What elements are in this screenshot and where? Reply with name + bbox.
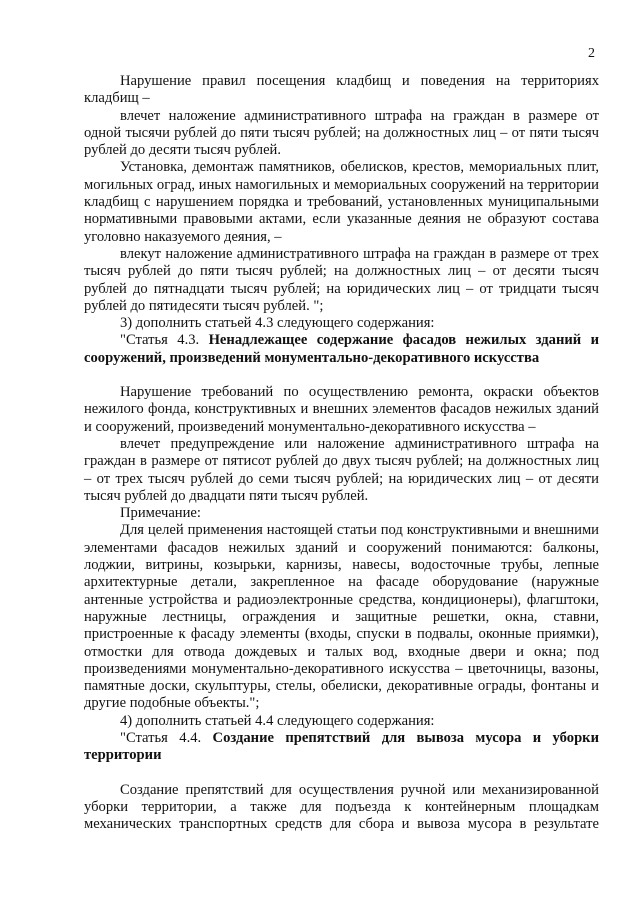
article-4-3-title: Ненадлежащее содержание фасадов нежилых зданий и сооружений, произведений монументально-декоративного искусства: [84, 332, 599, 366]
article-4-4-number: "Статья 4.4.: [120, 729, 213, 746]
blank-line: [84, 765, 599, 782]
article-4-3-number: "Статья 4.3.: [120, 332, 209, 349]
paragraph-amend-article-4-3: 3) дополнить статьей 4.3 следующего содержания:: [120, 315, 435, 332]
document-body: [84, 73, 599, 833]
paragraph-cemetery-rules-violation: Нарушение правил посещения кладбищ и поведения на территориях кладбищ –: [84, 73, 599, 107]
page-number: 2: [588, 46, 595, 61]
paragraph-cemetery-penalty: влечет наложение административного штрафа на граждан в размере от одной тысячи рублей до пяти тысяч рублей; на должностных лиц – от пяти тысяч рублей до десяти тысяч рублей.: [84, 107, 599, 159]
paragraph-waste-removal-obstruction: Создание препятствий для осуществления ручной или механизированной уборки территории, а также для подъезда к контейнерным площадкам механических транспортных средств для сбора и вывоза мусора в результате: [84, 781, 599, 833]
paragraph-facade-violation: Нарушение требований по осуществлению ремонта, окраски объектов нежилого фонда, конструктивных и внешних элементов фасадов нежилых зданий и сооружений, произведений монументально-декоративного искусства –: [84, 384, 599, 435]
paragraph-monument-penalty: влекут наложение административного штрафа на граждан в размере от трех тысяч рублей до пяти тысяч рублей; на должностных лиц – от десяти тысяч рублей до пятнадцати тысяч рублей; на юридических лиц – от тридцати тысяч рублей до пятидесяти тысяч рублей. ";: [84, 245, 599, 314]
article-4-3-heading: [84, 332, 599, 367]
blank-line: [84, 367, 599, 384]
article-4-4-heading: [84, 730, 599, 765]
paragraph-amend-article-4-4: 4) дополнить статьей 4.4 следующего содержания:: [120, 712, 435, 729]
paragraph-note-definitions: Для целей применения настоящей статьи под конструктивными и внешними элементами фасадов нежилых зданий и сооружений понимаются: балконы, лоджии, витрины, козырьки, карнизы, навесы, водосточные трубы, лепные архитектурные детали, закрепленное на фасаде оборудование (наружные антенные устройства и радиоэлектронные средства, кондиционеры), флагштоки, наружные лестницы, ограждения и защитные решетки, окна, ставни, пристроенные к фасаду элементы (входы, спуски в подвалы, оконные приямки), отмостки для отвода дождевых и талых вод, входные двери и окна; под произведениями монументально-декоративного искусства – цветочницы, вазоны, памятные доски, скульптуры, стелы, обелиски, декоративные ограды, фонтаны и другие подобные объекты.";: [84, 522, 599, 712]
paragraph-monument-installation-violation: Установка, демонтаж памятников, обелисков, крестов, мемориальных плит, могильных оград, иных намогильных и мемориальных сооружений на территории кладбищ с нарушением порядка и требований, установленных муниципальными нормативными правовыми актами, если указанные деяния не образуют состава уголовно наказуемого деяния, –: [84, 159, 599, 245]
paragraph-facade-penalty: влечет предупреждение или наложение административного штрафа на граждан в размере от пятисот рублей до двух тысяч рублей; на должностных лиц – от трех тысяч рублей до семи тысяч рублей; на юридических лиц – от десяти тысяч рублей до двадцати пяти тысяч рублей.: [84, 435, 599, 504]
paragraph-note-label: Примечание:: [120, 505, 201, 522]
article-4-4-title: Создание препятствий для вывоза мусора и уборки территории: [84, 729, 599, 764]
